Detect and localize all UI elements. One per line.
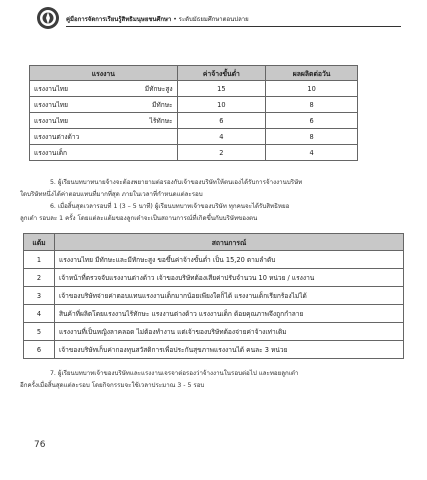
labor-type: แรงงานไทย (34, 117, 68, 125)
wage-cell: 15 (177, 81, 266, 97)
labor-cell (30, 81, 178, 97)
points-cell: 1 (24, 251, 55, 269)
dice-scenario-table (23, 233, 404, 359)
organization-emblem-icon (36, 6, 60, 30)
labor-cell (30, 129, 178, 145)
col-header-output: ผลผลิตต่อวัน (266, 66, 358, 81)
table-row (30, 129, 358, 145)
labor-cell (30, 113, 178, 129)
paragraph-step-5 (20, 177, 410, 201)
output-cell: 6 (266, 113, 358, 129)
header-title: คู่มือการจัดการเรียนรู้สิทธิมนุษยชนศึกษา (66, 16, 172, 23)
table-row (24, 305, 404, 323)
labor-type: แรงงานต่างด้าว (34, 133, 80, 141)
output-cell: 8 (266, 129, 358, 145)
points-cell: 3 (24, 287, 55, 305)
scenario-cell: เจ้าของบริษัทจ่ายค่าตอบแทนแรงงานเด็กมากน้อยเพียงใดก็ได้ แรงงานเด็กเรียกร้องไม่ได้ (55, 287, 404, 305)
paragraph-line: อีกครั้งเมื่อสิ้นสุดแต่ละรอบ โดยกิจกรรมจะใช้เวลาประมาณ 3 - 5 รอบ (20, 382, 205, 389)
scenario-table-header (24, 234, 404, 251)
wage-table-header (30, 66, 358, 81)
wage-cell: 10 (177, 97, 266, 113)
wage-cell: 4 (177, 129, 266, 145)
col-header-wage: ค่าจ้างขั้นต่ำ (177, 66, 266, 81)
labor-type: แรงงานไทย (34, 101, 68, 109)
table-row (30, 145, 358, 161)
col-header-points: แต้ม (24, 234, 55, 251)
paragraph-line: ใดบริษัทหนึ่งได้ค่าตอบแทนที่มากที่สุด ภายในเวลาที่กำหนดแต่ละรอบ (20, 191, 203, 198)
labor-cell (30, 145, 178, 161)
labor-type: แรงงานไทย (34, 85, 68, 93)
labor-type: แรงงานเด็ก (34, 149, 67, 157)
paragraph-step-6 (20, 201, 410, 225)
wage-cell: 2 (177, 145, 266, 161)
table-row (30, 81, 358, 97)
labor-skill: มีทักษะ (152, 101, 173, 109)
header-rule (66, 26, 401, 27)
output-cell: 4 (266, 145, 358, 161)
col-header-scenario: สถานการณ์ (55, 234, 404, 251)
scenario-cell: แรงงานไทย มีทักษะและมีทักษะสูง ขอขึ้นค่าจ้างขั้นต่ำ เป็น 15,20 ตามลำดับ (55, 251, 404, 269)
page-header (36, 6, 401, 32)
col-header-labor: แรงงาน (30, 66, 178, 81)
table-row (30, 97, 358, 113)
paragraph-line: 5. ผู้เรียนบทบาทนายจ้างจะต้องพยายามต่อรองกับเจ้าของบริษัทให้ตนเองได้รับการจ้างงานบริษัท (50, 179, 303, 186)
table-row (24, 269, 404, 287)
scenario-cell: แรงงานที่เป็นหญิงลาคลอด ไม่ต้องทำงาน แต่เจ้าของบริษัทต้องจ่ายค่าจ้างเท่าเดิม (55, 323, 404, 341)
labor-cell (30, 97, 178, 113)
paragraph-step-7 (20, 368, 410, 392)
table-row (24, 287, 404, 305)
labor-skill: มีทักษะสูง (144, 85, 173, 93)
table-row (24, 251, 404, 269)
points-cell: 5 (24, 323, 55, 341)
output-cell: 8 (266, 97, 358, 113)
paragraph-line: 6. เมื่อสิ้นสุดเวลารอบที่ 1 (3 – 5 นาที) ผู้เรียนบทบาทเจ้าของบริษัท ทุกคนจะได้รับสิทธิหยอ (50, 203, 290, 210)
table-row (24, 341, 404, 359)
paragraph-line: ลูกเต๋า รอบละ 1 ครั้ง โดยแต่ละแต้มของลูกเต๋าจะเป็นสถานการณ์ที่เกิดขึ้นกับบริษัทของตน (20, 215, 258, 222)
points-cell: 2 (24, 269, 55, 287)
header-subtitle: • ระดับมัธยมศึกษาตอนปลาย (171, 16, 249, 23)
header-text (66, 14, 249, 24)
scenario-cell: สินค้าที่ผลิตโดยแรงงานไร้ทักษะ แรงงานต่างด้าว แรงงานเด็ก ด้อยคุณภาพจึงถูกกำลาย (55, 305, 404, 323)
wage-cell: 6 (177, 113, 266, 129)
points-cell: 4 (24, 305, 55, 323)
wage-table (29, 65, 358, 161)
points-cell: 6 (24, 341, 55, 359)
output-cell: 10 (266, 81, 358, 97)
table-row (30, 113, 358, 129)
page-number: 76 (34, 440, 46, 450)
table-row (24, 323, 404, 341)
scenario-cell: เจ้าของบริษัทเก็บค่ากองทุนสวัสดิการเพื่อประกันสุขภาพแรงงานได้ คนละ 3 หน่วย (55, 341, 404, 359)
scenario-cell: เจ้าหน้าที่ตรวจจับแรงงานต่างด้าว เจ้าของบริษัทต้องเสียค่าปรับจำนวน 10 หน่วย / แรงงาน (55, 269, 404, 287)
labor-skill: ไร้ทักษะ (149, 117, 173, 125)
paragraph-line: 7. ผู้เรียนบทบาทเจ้าของบริษัทและแรงงานเจรจาต่อรองว่าจ้างงานในรอบต่อไป และทอยลูกเต๋า (50, 370, 299, 377)
